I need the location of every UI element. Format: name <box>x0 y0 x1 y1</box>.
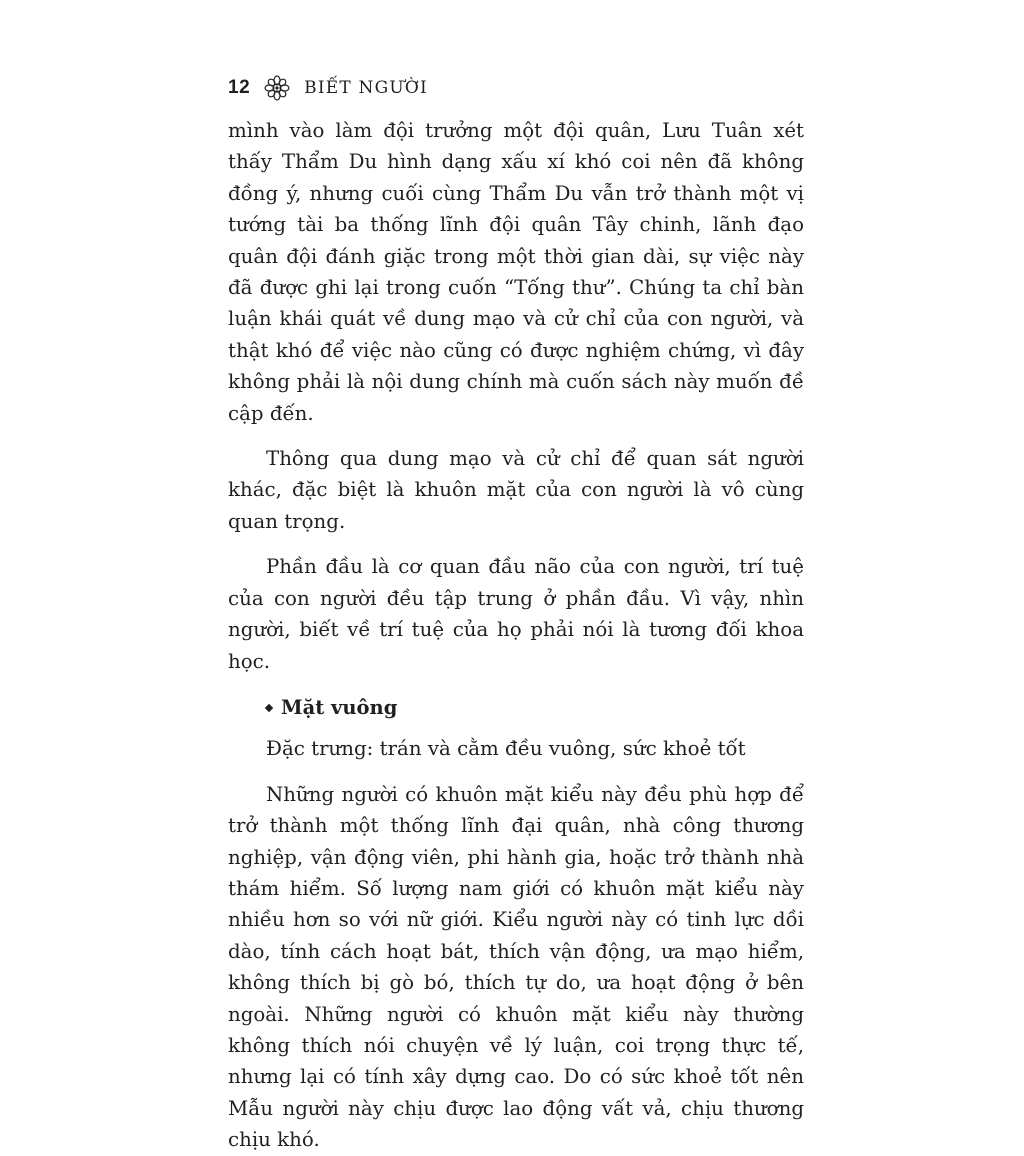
running-header <box>228 70 428 106</box>
body-paragraph: mình vào làm đội trưởng một đội quân, Lưu Tuân xét thấy Thẩm Du hình dạng xấu xí khó coi nên đã không đồng ý, nhưng cuối cùng Thẩm Du vẫn trở thành một vị tướng tài ba thống lĩnh đội quân Tây chinh, lãnh đạo quân đội đánh giặc trong một thời gian dài, sự việc này đã được ghi lại trong cuốn “Tống thư”. Chúng ta chỉ bàn luận khái quát về dung mạo và cử chỉ của con người, và thật khó để việc nào cũng có được nghiệm chứng, vì đây không phải là nội dung chính mà cuốn sách này muốn đề cập đến. <box>228 119 804 425</box>
lotus-ornament-icon <box>264 75 290 101</box>
section-heading <box>266 692 804 723</box>
diamond-bullet-icon <box>265 703 273 711</box>
section-heading-text: Mặt vuông <box>281 695 398 719</box>
book-title: BIẾT NGƯỜI <box>304 78 428 98</box>
body-paragraph: Những người có khuôn mặt kiểu này đều phù hợp để trở thành một thống lĩnh đại quân, nhà công thương nghiệp, vận động viên, phi hành gia, hoặc trở thành nhà thám hiểm. Số lượng nam giới có khuôn mặt kiểu này nhiều hơn so với nữ giới. Kiểu người này có tinh lực dồi dào, tính cách hoạt bát, thích vận động, ưa mạo hiểm, không thích bị gò bó, thích tự do, ưa hoạt động ở bên ngoài. Những người có khuôn mặt kiểu này thường không thích nói chuyện về lý luận, coi trọng thực tế, nhưng lại có tính xây dựng cao. Do có sức khoẻ tốt nên Mẫu người này chịu được lao động vất vả, chịu thương chịu khó. <box>228 782 804 1152</box>
body-paragraph: Thông qua dung mạo và cử chỉ để quan sát người khác, đặc biệt là khuôn mặt của con người là vô cùng quan trọng. <box>228 447 804 533</box>
page-body <box>228 115 804 1156</box>
body-paragraph: Phần đầu là cơ quan đầu não của con người, trí tuệ của con người đều tập trung ở phần đầu. Vì vậy, nhìn người, biết về trí tuệ của họ phải nói là tương đối khoa học. <box>228 555 804 673</box>
page-number: 12 <box>228 77 251 98</box>
feature-line: Đặc trưng: trán và cằm đều vuông, sức khoẻ tốt <box>266 737 746 761</box>
